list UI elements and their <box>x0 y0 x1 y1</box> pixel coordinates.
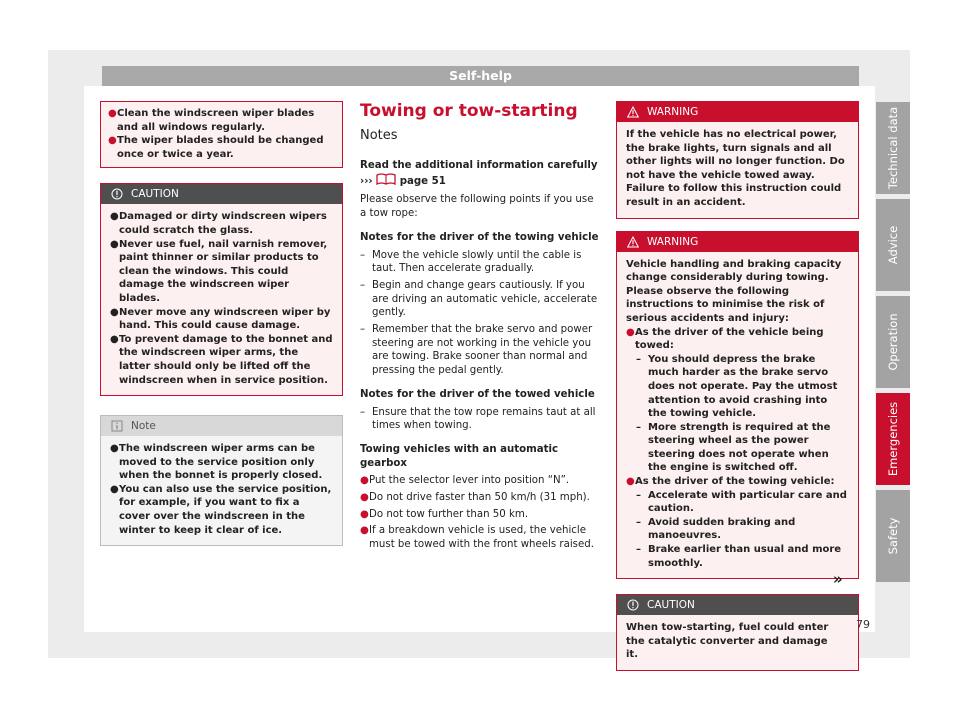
warning-text: If the vehicle has no electrical power, the brake lights, turn signals and all other lights will no longer function. Do not have the vehicle towed away. Failure to follow this instruction could result in an accident. <box>626 129 845 208</box>
tab-operation[interactable] <box>876 296 910 388</box>
list-item: ● As the driver of the vehicle being towed: <box>626 326 824 352</box>
caution-header: CAUTION <box>617 595 858 615</box>
list-item: – Ensure that the tow rope remains taut at all times when towing. <box>360 406 596 432</box>
automatic-heading: Towing vehicles with an automatic gearbox <box>360 443 559 469</box>
list-item: – Remember that the brake servo and power steering are not working in the vehicle you are towing. Brake sooner than normal and pressing the pedal gently. <box>360 324 593 377</box>
list-item: ● As the driver of the towing vehicle: <box>626 476 835 488</box>
warning-box-2 <box>616 231 859 580</box>
list-item: ● Clean the windscreen wiper blades and all windows regularly. <box>108 108 315 133</box>
list-item: – Begin and change gears cautiously. If you are driving an automatic vehicle, accelerate gently. <box>360 279 598 319</box>
page-number: 79 <box>856 618 870 631</box>
list-item: – Brake earlier than usual and more smoothly. <box>636 544 842 569</box>
section-header: Self-help <box>102 66 859 86</box>
page-link[interactable]: page 51 <box>399 175 446 187</box>
towing-heading: Notes for the driver of the towing vehicle <box>360 231 599 243</box>
list-item: ● If a breakdown vehicle is used, the vehicle must be towed with the front wheels raised. <box>360 525 594 551</box>
reference-text: Read the additional information carefully ››› page 51 <box>360 160 598 187</box>
list-item: – Move the vehicle slowly until the cable is taut. Then accelerate gradually. <box>360 249 582 275</box>
tab-emergencies[interactable] <box>876 393 910 485</box>
section-subtitle: Notes <box>360 128 398 143</box>
tab-label: Operation <box>886 313 900 371</box>
list-item: ● Never use fuel, nail varnish remover, paint thinner or similar products to clean the windows. This could damage the windscreen wiper blades. <box>110 238 328 304</box>
list-item: ● To prevent damage to the bonnet and the windscreen wiper arms, the latter should only be lifted off the windscreen when in service position. <box>110 333 333 386</box>
warning-icon <box>627 106 639 118</box>
tab-label: Safety <box>886 517 900 555</box>
caution-box-2 <box>616 594 859 671</box>
list-item: ● Put the selector lever into position “N”. <box>360 475 570 487</box>
list-item: ● The wiper blades should be changed once or twice a year. <box>108 135 324 160</box>
info-icon <box>111 420 123 432</box>
list-item: ● Do not drive faster than 50 km/h (31 mph). <box>360 492 590 504</box>
tab-label: Emergencies <box>886 401 900 477</box>
warning-header: WARNING <box>617 232 858 252</box>
list-item: ● Do not tow further than 50 km. <box>360 508 529 520</box>
list-item: ● Damaged or dirty windscreen wipers could scratch the glass. <box>110 211 327 236</box>
caution-text: When tow-starting, fuel could enter the catalytic converter and damage it. <box>626 622 829 661</box>
list-item: – You should depress the brake much harder as the brake servo does not operate. Pay the utmost attention to avoid crashing into the towing vehicle. <box>636 353 838 420</box>
column-left <box>100 101 343 546</box>
continue-marker: » <box>833 570 843 588</box>
list-item: ● The windscreen wiper arms can be moved to the service position only when the bonnet is properly closed. <box>110 443 323 482</box>
caution-box <box>100 183 343 396</box>
list-item: – Accelerate with particular care and caution. <box>636 489 847 515</box>
intro-paragraph: Please observe the following points if you use a tow rope: <box>360 194 594 220</box>
section-title: Towing or tow-starting <box>360 101 578 121</box>
list-item: – More strength is required at the steering wheel as the power steering does not operate when the engine is switched off. <box>636 421 831 474</box>
list-item: ● You can also use the service position, for example, if you want to fix a cover over the windscreen in the winter to keep it clear of ice. <box>110 483 332 536</box>
column-right <box>616 101 859 671</box>
book-icon <box>376 173 396 185</box>
warning-header: WARNING <box>617 102 858 122</box>
warning-intro: Vehicle handling and braking capacity change considerably during towing. Please observe the following instructions to minimise the risk of serious accidents and injury: <box>626 258 842 324</box>
tab-label: Technical data <box>886 106 900 190</box>
tab-advice[interactable] <box>876 199 910 291</box>
column-middle <box>360 101 602 552</box>
intro-box <box>100 101 343 168</box>
tab-safety[interactable] <box>876 490 910 582</box>
tab-label: Advice <box>886 225 900 265</box>
caution-icon <box>627 599 639 611</box>
caution-icon <box>111 188 123 200</box>
warning-icon <box>627 236 639 248</box>
towed-heading: Notes for the driver of the towed vehicle <box>360 388 595 400</box>
warning-box-1 <box>616 101 859 219</box>
list-item: ● Never move any windscreen wiper by hand. This could cause damage. <box>110 306 331 332</box>
note-box <box>100 415 343 546</box>
tab-technical-data[interactable] <box>876 102 910 194</box>
list-item: – Avoid sudden braking and manoeuvres. <box>636 516 796 542</box>
caution-header: CAUTION <box>101 184 342 204</box>
note-header: Note <box>101 416 342 436</box>
